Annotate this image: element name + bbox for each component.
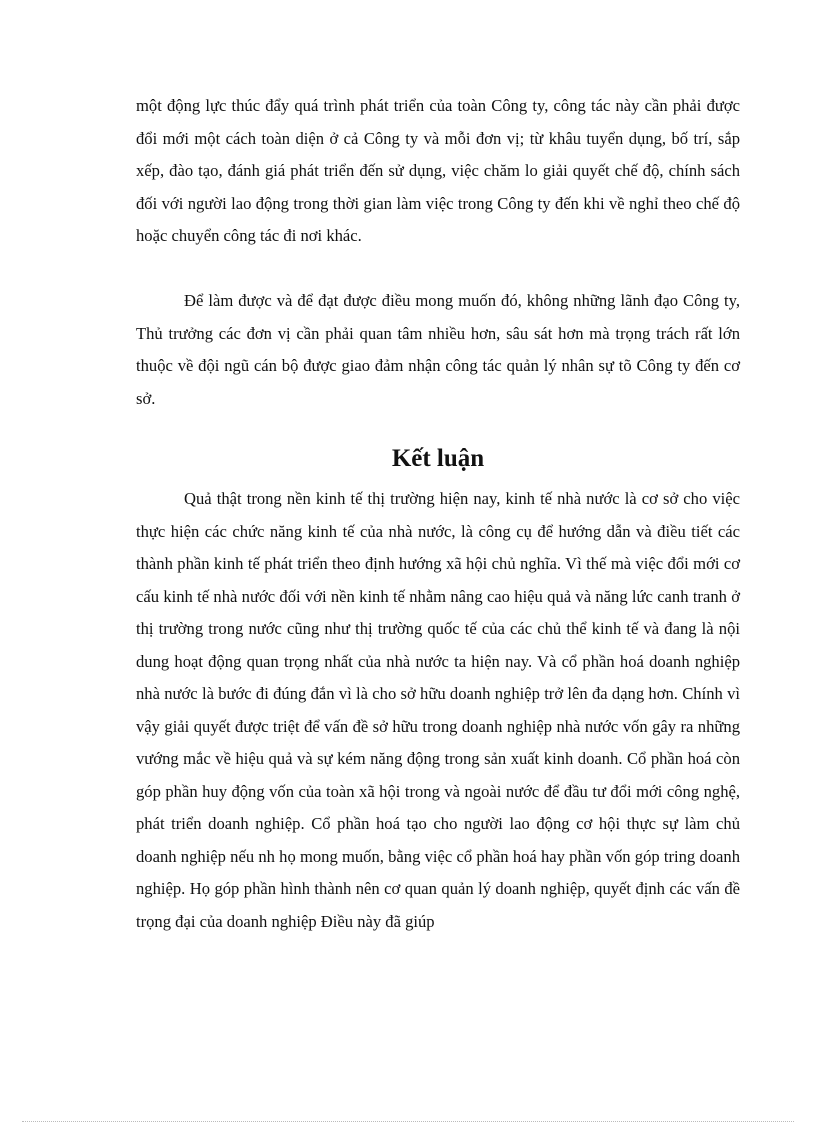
page-bottom-divider — [22, 1121, 794, 1122]
body-paragraph: Để làm được và để đạt được điều mong muốn đó, không những lãnh đạo Công ty, Thủ trưởng các đơn vị cần phải quan tâm nhiều hơn, sâu sát hơn mà trọng trách rất lớn thuộc về đội ngũ cán bộ được giao đảm nhận công tác quản lý nhân sự tõ Công ty đến cơ sở. — [136, 291, 740, 408]
conclusion-paragraph: Quả thật trong nền kinh tế thị trường hiện nay, kinh tế nhà nước là cơ sở cho việc thực hiện các chức năng kinh tế của nhà nước, là công cụ để hướng dẫn và điều tiết các thành phần kinh tế phát triển theo định hướng xã hội chủ nghĩa. Vì thế mà việc đổi mới cơ cấu kinh tế nhà nước đối với nền kinh tế nhằm nâng cao hiệu quả và năng lức canh tranh ở thị trường trong nước cũng như thị trường quốc tế của các chủ thể kinh tế và đang là nội dung hoạt động quan trọng nhất của nhà nước ta hiện nay. Và cổ phần hoá doanh nghiệp nhà nước là bước đi đúng đắn vì là cho sở hữu doanh nghiệp trở lên đa dạng hơn. Chính vì vậy giải quyết được triệt để vấn đề sở hữu trong doanh nghiệp nhà nước vốn gây ra những vướng mắc về hiệu quả và sự kém năng động trong sản xuất kinh doanh. Cổ phần hoá còn góp phần huy động vốn của toàn xã hội trong và ngoài nước để đầu tư đổi mới công nghệ, phát triển doanh nghiệp. Cổ phần hoá tạo cho người lao động cơ hội thực sự làm chủ doanh nghiệp nếu nh họ mong muốn, bằng việc cổ phần hoá hay phần vốn góp tring doanh nghiệp. Họ góp phần hình thành nên cơ quan quản lý doanh nghiệp, quyết định các vấn đề trọng đại của doanh nghiệp Điều này đã giúp — [136, 489, 740, 931]
body-paragraph: một động lực thúc đẩy quá trình phát triển của toàn Công ty, công tác này cần phải được đổi mới một cách toàn diện ở cả Công ty và mỗi đơn vị; từ khâu tuyển dụng, bố trí, sắp xếp, đào tạo, đánh giá phát triển đến sử dụng, việc chăm lo giải quyết chế độ, chính sách đối với người lao động trong thời gian làm việc trong Công ty đến khi về nghỉ theo chế độ hoặc chuyển công tác đi nơi khác. — [136, 96, 740, 245]
section-heading: Kết luận — [391, 445, 485, 472]
